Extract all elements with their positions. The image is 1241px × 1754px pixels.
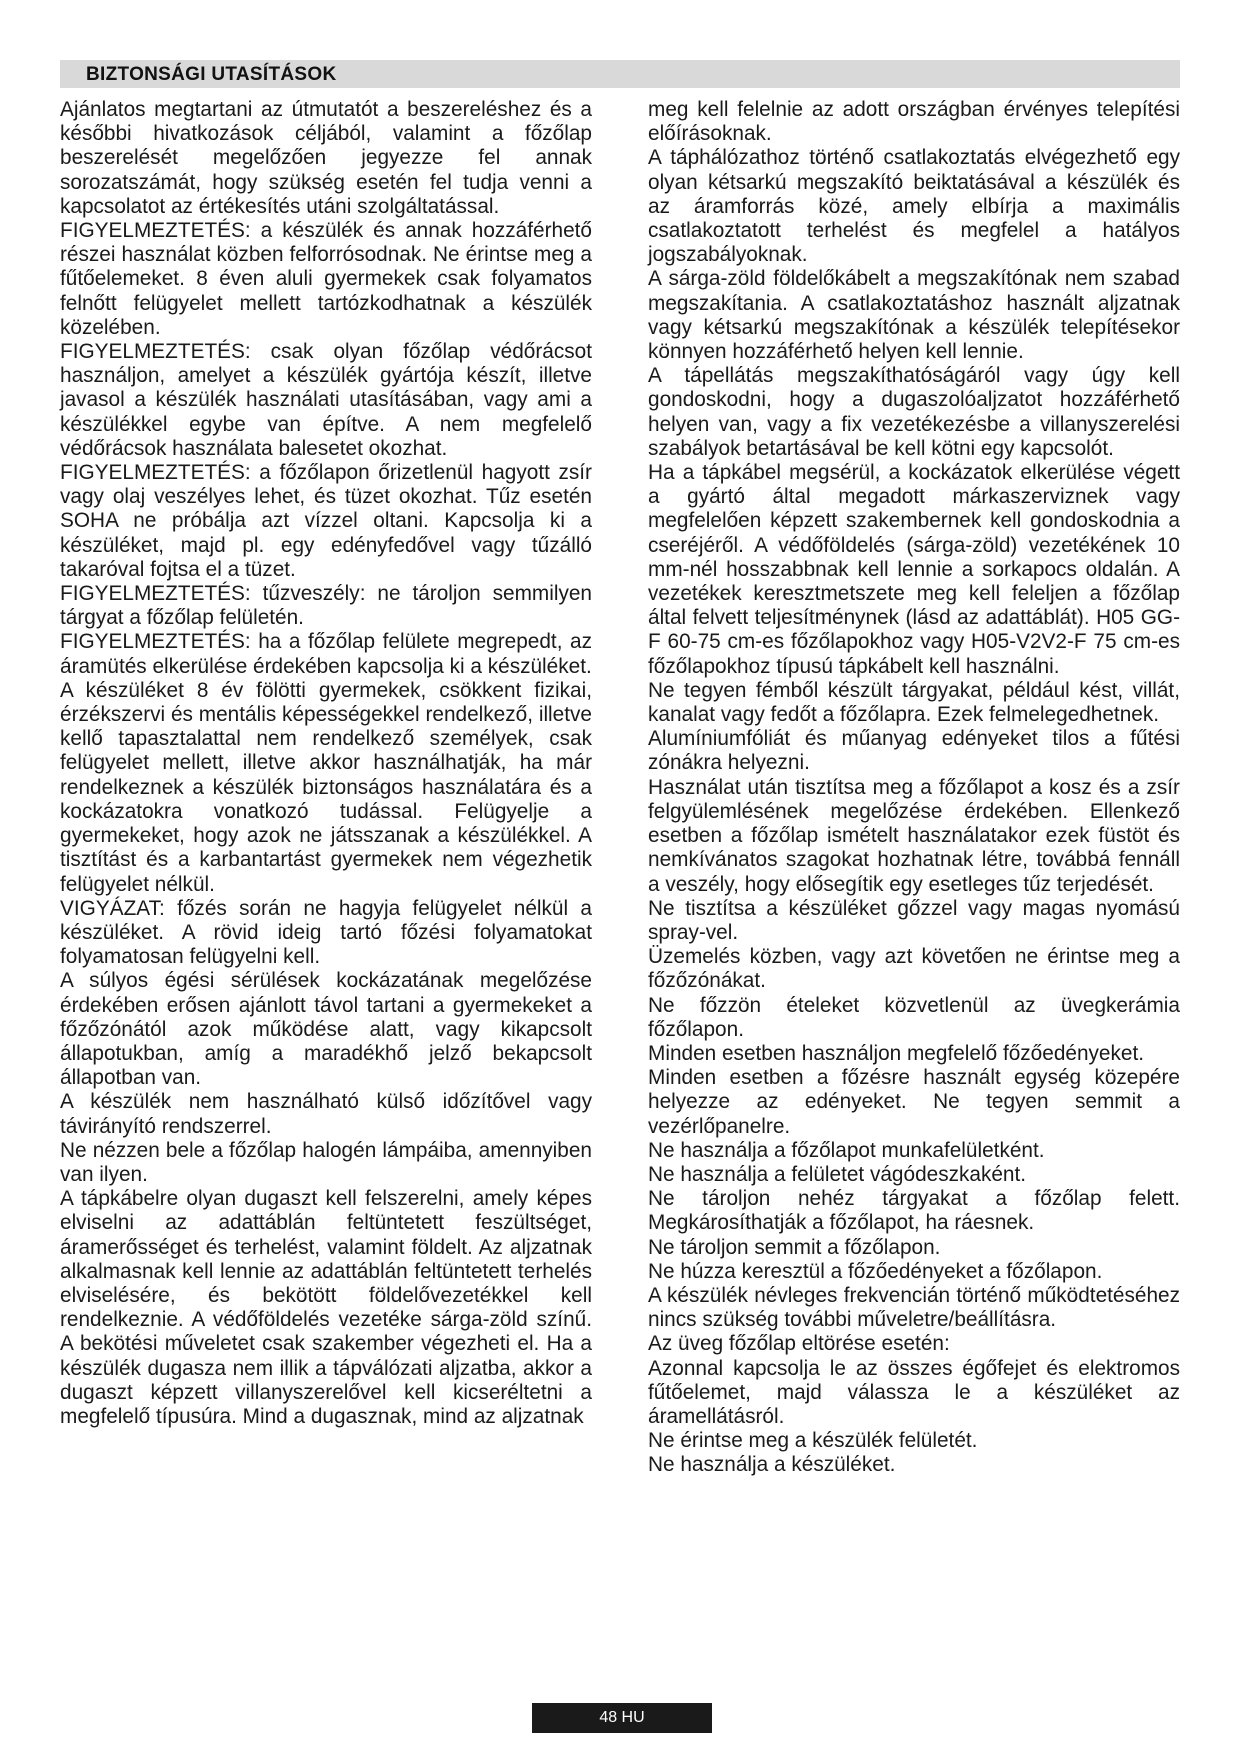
paragraph: Ne nézzen bele a főzőlap halogén lámpáiba, amennyiben van ilyen. [60,1138,592,1186]
paragraph: A készüléket 8 év fölötti gyermekek, csökkent fizikai, érzékszervi és mentális képességekkel rendelkező, illetve kellő tapasztalattal nem rendelkező személyek, csak felügyelet mellett, illetve akkor használhatják, ha már rendelkeznek a készülék biztonságos használatára és a kockázatokra vonatkozó tudással. Felügyelje a gyermekeket, hogy azok ne játsszanak a készülékkel. A tisztítást és a karbantartást gyermekek nem végezhetik felügyelet nélkül. [60,678,592,896]
paragraph: Üzemelés közben, vagy azt követően ne érintse meg a főzőzónákat. [648,945,1180,993]
paragraph: FIGYELMEZTETÉS: a készülék és annak hozzáférhető részei használat közben felforrósodnak. Ne érintse meg a fűtőelemeket. 8 éven aluli gyermekek csak folyamatos felnőtt felügyelet mellett tartózkodhatnak a készülék közelében. [60,219,592,339]
paragraph: meg kell felelnie az adott országban érvényes telepítési előírásoknak. [648,98,1180,146]
page-number: 48 HU [599,1709,645,1726]
paragraph: Ne használja a készüléket. [648,1453,896,1477]
paragraph: A tápellátás megszakíthatóságáról vagy úgy kell gondoskodni, hogy a dugaszolóaljzatot hozzáférhető helyen van, vagy a fix vezetékezésbe a villanyszerelési szabályok betartásával be kell kötni egy kapcsolót. [648,364,1180,460]
paragraph: Ne használja a főzőlapot munkafelületként. [648,1138,1045,1162]
paragraph: FIGYELMEZTETÉS: csak olyan főzőlap védőrácsot használjon, amelyet a készülék gyártója készít, illetve javasol a készülék használati utasításában, vagy ami a készülékkel egybe van építve. A nem megfelelő védőrácsok használata balesetet okozhat. [60,340,592,460]
paragraph: Ajánlatos megtartani az útmutatót a beszereléshez és a későbbi hivatkozások céljából, valamint a főzőlap beszerelését megelőzően jegyezze fel annak sorozatszámát, hogy szükség esetén fel tudja venni a kapcsolatot az értékesítés utáni szolgáltatással. [60,98,592,218]
paragraph: A sárga-zöld földelőkábelt a megszakítónak nem szabad megszakítania. A csatlakoztatáshoz használt aljzatnak vagy kétsarkú megszakítónak a készülék telepítésekor könnyen hozzáférhető helyen kell lennie. [648,267,1180,364]
paragraph: Ha a tápkábel megsérül, a kockázatok elkerülése végett a gyártó által megadott márkaszerviznek vagy megfelelően képzett szakembernek kell gondoskodnia a cseréjéről. A védőföldelés (sárga-zöld) vezetékének 10 mm-nél hosszabbnak kell lennie a sorkapocs oldalán. A vezetékek keresztmetszete meg kell feleljen a főzőlap által felvett teljesítménynek (lásd az adattáblát). H05 GG-F 60-75 cm-es főzőlapokhoz vagy H05-V2V2-F 75 cm-es főzőlapokhoz típusú tápkábelt kell használni. [648,461,1180,678]
paragraph: Alumíniumfóliát és műanyag edényeket tilos a fűtési zónákra helyezni. [648,727,1180,775]
paragraph: A táphálózathoz történő csatlakoztatás elvégezhető egy olyan kétsarkú megszakító beiktatásával a készülék és az áramforrás közé, amely elbírja a maximális csatlakoztatott terhelést és megfelel a hatályos jogszabályoknak. [648,146,1180,267]
paragraph: VIGYÁZAT: főzés során ne hagyja felügyelet nélkül a készüléket. A rövid ideig tartó főzési folyamatokat folyamatosan felügyelni kell. [60,896,592,969]
section-header-bar [60,60,1180,88]
paragraph: Használat után tisztítsa meg a főzőlapot a kosz és a zsír felgyülemlésének megelőzése érdekében. Ellenkező esetben a főzőlap ismételt használatakor ezek füstöt és nemkívánatos szagokat hozhatnak létre, továbbá fennáll a veszély, hogy elősegítik egy esetleges tűz terjedését. [648,775,1180,896]
right-column [648,98,1180,1478]
paragraph: Ne használja a felületet vágódeszkaként. [648,1162,1027,1186]
paragraph: FIGYELMEZTETÉS: ha a főzőlap felülete megrepedt, az áramütés elkerülése érdekében kapcsolja ki a készüléket. [60,630,592,678]
paragraph: Azonnal kapcsolja le az összes égőfejet és elektromos fűtőelemet, majd válassza le a készüléket az áramellátásról. [648,1356,1180,1428]
paragraph: Ne érintse meg a készülék felületét. [648,1429,978,1453]
paragraph: Ne tegyen fémből készült tárgyakat, például kést, villát, kanalat vagy fedőt a főzőlapra. Ezek felmelegedhetnek. [648,678,1180,727]
paragraph: A készülék névleges frekvencián történő működtetéséhez nincs szükség további műveletre/beállításra. [648,1283,1180,1332]
paragraph: Ne tároljon semmit a főzőlapon. [648,1235,941,1259]
paragraph: Minden esetben használjon megfelelő főzőedényeket. [648,1041,1144,1065]
paragraph: Ne húzza keresztül a főzőedényeket a főzőlapon. [648,1259,1103,1283]
paragraph: A tápkábelre olyan dugaszt kell felszerelni, amely képes elviselni az adattáblán feltüntetett feszültséget, áramerősséget és terhelést, valamint földelt. Az aljzatnak alkalmasnak kell lennie az adattáblán feltüntetett terhelés elviselésére, és bekötött földelővezetékkel kell rendelkeznie. A védőföldelés vezetéke sárga-zöld színű. A bekötési műveletet csak szakember végezheti el. Ha a készülék dugasza nem illik a tápválózati aljzatba, akkor a dugaszt képzett villanyszerelővel kell kicseréltetni a megfelelő típusúra. Mind a dugasznak, mind az aljzatnak [60,1187,592,1428]
paragraph: Az üveg főzőlap eltörése esetén: [648,1332,950,1356]
paragraph: Ne tároljon nehéz tárgyakat a főzőlap felett. Megkárosíthatják a főzőlapot, ha ráesnek. [648,1187,1180,1235]
paragraph: FIGYELMEZTETÉS: tűzveszély: ne tároljon semmilyen tárgyat a főzőlap felületén. [60,582,592,630]
paragraph: Minden esetben a főzésre használt egység közepére helyezze az edényeket. Ne tegyen semmit a vezérlőpanelre. [648,1066,1180,1138]
page-number-badge [532,1703,712,1733]
paragraph: Ne főzzön ételeket közvetlenül az üvegkerámia főzőlapon. [648,993,1180,1041]
paragraph: FIGYELMEZTETÉS: a főzőlapon őrizetlenül hagyott zsír vagy olaj veszélyes lehet, és tüzet okozhat. Tűz esetén SOHA ne próbálja azt vízzel oltani. Kapcsolja ki a készüléket, majd pl. egy edényfedővel vagy tűzálló takaróval fojtsa el a tüzet. [60,461,592,581]
section-title: BIZTONSÁGI UTASÍTÁSOK [86,64,337,85]
paragraph: Ne tisztítsa a készüléket gőzzel vagy magas nyomású spray-vel. [648,896,1180,944]
left-column [60,98,592,1429]
paragraph: A súlyos égési sérülések kockázatának megelőzése érdekében erősen ajánlott távol tartani a gyermekeket a főzőzónától azok működése alatt, vagy kikapcsolt állapotukban, amíg a maradékhő jelző bekapcsolt állapotban van. [60,969,592,1090]
paragraph: A készülék nem használható külső időzítővel vagy távirányító rendszerrel. [60,1090,592,1138]
